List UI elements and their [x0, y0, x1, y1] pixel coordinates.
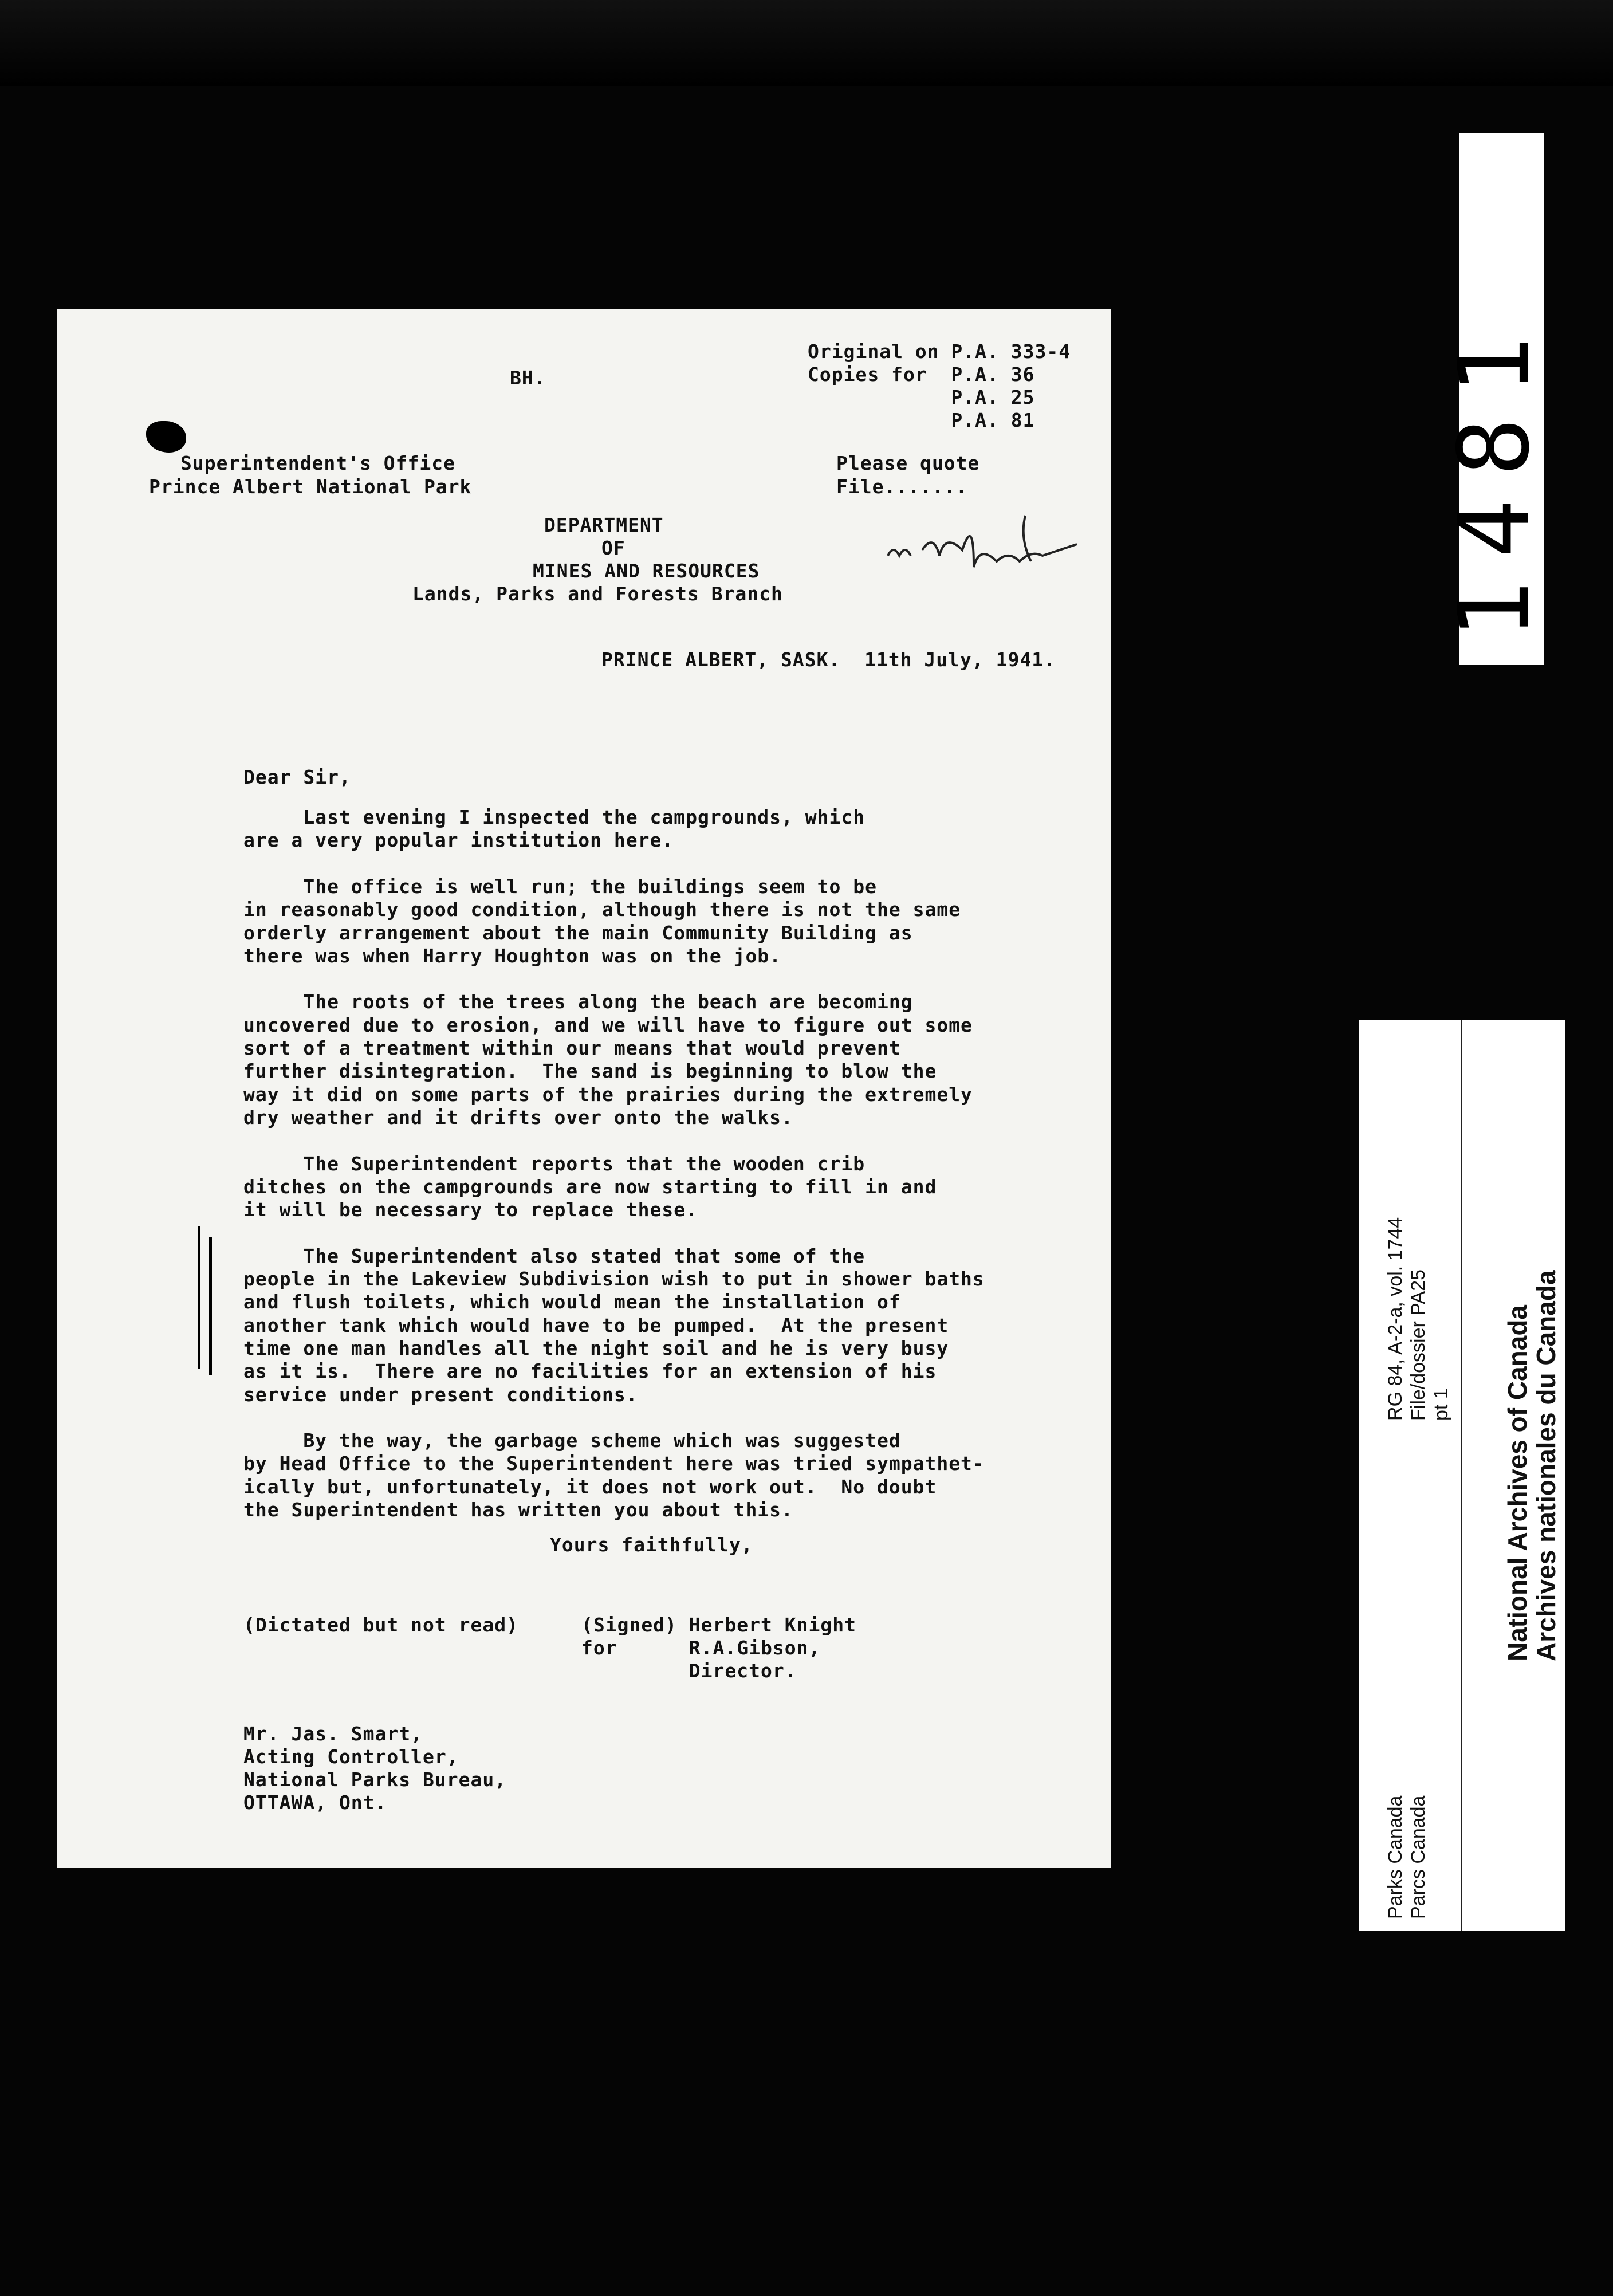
letter-page: [57, 309, 1111, 1868]
body-line: orderly arrangement about the main Community Building as: [243, 921, 913, 944]
frame-number-digits: [1438, 135, 1551, 662]
body-line: The office is well run; the buildings seem to be: [243, 875, 877, 898]
copies-line: P.A. 25: [808, 386, 1035, 408]
body-line: further disintegration. The sand is beginning to blow the: [243, 1060, 937, 1083]
body-line: uncovered due to erosion, and we will have to figure out some: [243, 1013, 973, 1036]
institution-fr: Archives nationales du Canada: [1531, 1270, 1561, 1661]
copies-line: P.A. 81: [808, 409, 1035, 431]
body-line: there was when Harry Houghton was on the job.: [243, 944, 782, 967]
body-line: By the way, the garbage scheme which was suggested: [243, 1429, 901, 1452]
body-line: The Superintendent also stated that some of the: [243, 1244, 865, 1267]
body-line: ically but, unfortunately, it does not work out. No doubt: [243, 1475, 937, 1498]
department-line: DEPARTMENT: [544, 514, 664, 536]
copies-line: Original on P.A. 333-4: [808, 340, 1071, 363]
body-line: The roots of the trees along the beach are becoming: [243, 990, 913, 1013]
body-line: The Superintendent reports that the wooden crib: [243, 1152, 865, 1175]
reference-line: File/dossier PA25: [1407, 1269, 1429, 1421]
body-line: and flush toilets, which would mean the installation of: [243, 1291, 901, 1314]
department-line: MINES AND RESOURCES: [533, 560, 760, 582]
svg-text:1481: 1481: [1438, 313, 1551, 639]
body-line: time one man handles all the night soil and he is very busy: [243, 1336, 949, 1359]
office-line: Prince Albert National Park: [149, 475, 472, 498]
place-date: PRINCE ALBERT, SASK. 11th July, 1941.: [601, 648, 1056, 671]
typist-initials: BH.: [510, 367, 546, 389]
body-line: another tank which would have to be pumped. At the present: [243, 1314, 949, 1336]
copies-line: Copies for P.A. 36: [808, 363, 1035, 386]
signature-line: (Signed) Herbert Knight: [581, 1614, 856, 1636]
film-edge: [0, 0, 1613, 86]
body-line: Last evening I inspected the campgrounds, which: [243, 806, 865, 828]
margin-mark: [209, 1237, 212, 1375]
institution-en: National Archives of Canada: [1502, 1304, 1532, 1661]
body-line: sort of a treatment within our means that would prevent: [243, 1037, 901, 1059]
body-line: in reasonably good condition, although there is not the same: [243, 898, 961, 921]
body-line: way it did on some parts of the prairies during the extremely: [243, 1083, 973, 1106]
department-line: Lands, Parks and Forests Branch: [412, 583, 783, 605]
body-line: service under present conditions.: [243, 1383, 638, 1406]
archive-label: [1359, 1020, 1565, 1931]
addressee-line: National Parks Bureau,: [243, 1768, 507, 1791]
reference-line: RG 84, A-2-a, vol. 1744: [1384, 1217, 1406, 1421]
reference-line: pt 1: [1430, 1388, 1452, 1421]
frame-number: [1438, 133, 1551, 665]
body-line: people in the Lakeview Subdivision wish to put in shower baths: [243, 1268, 985, 1290]
body-line: are a very popular institution here.: [243, 829, 674, 852]
office-line: Superintendent's Office: [180, 452, 455, 474]
please-quote: Please quote: [836, 452, 980, 474]
handwritten-annotation-icon: [882, 510, 1134, 579]
addressee-line: Mr. Jas. Smart,: [243, 1723, 423, 1745]
label-divider: [1461, 1020, 1462, 1931]
body-line: by Head Office to the Superintendent here was tried sympathet-: [243, 1452, 985, 1475]
dictated-note: (Dictated but not read): [243, 1614, 518, 1636]
department-line: OF: [601, 537, 625, 559]
body-line: the Superintendent has written you about this.: [243, 1499, 793, 1521]
margin-mark: [198, 1226, 200, 1369]
body-line: ditches on the campgrounds are now starting to fill in and: [243, 1175, 937, 1198]
body-line: as it is. There are no facilities for an extension of his: [243, 1360, 937, 1383]
body-line: it will be necessary to replace these.: [243, 1198, 698, 1221]
agency-line: Parks Canada: [1384, 1795, 1406, 1919]
file-reference: File.......: [836, 475, 968, 498]
closing: Yours faithfully,: [550, 1534, 753, 1556]
signature-line: for R.A.Gibson,: [581, 1637, 821, 1659]
signature-line: Director.: [581, 1660, 797, 1682]
addressee-line: Acting Controller,: [243, 1745, 459, 1768]
body-line: dry weather and it drifts over onto the walks.: [243, 1106, 793, 1129]
ink-blot: [146, 421, 186, 453]
agency-line: Parcs Canada: [1407, 1795, 1429, 1919]
addressee-line: OTTAWA, Ont.: [243, 1791, 387, 1814]
salutation: Dear Sir,: [243, 766, 351, 788]
